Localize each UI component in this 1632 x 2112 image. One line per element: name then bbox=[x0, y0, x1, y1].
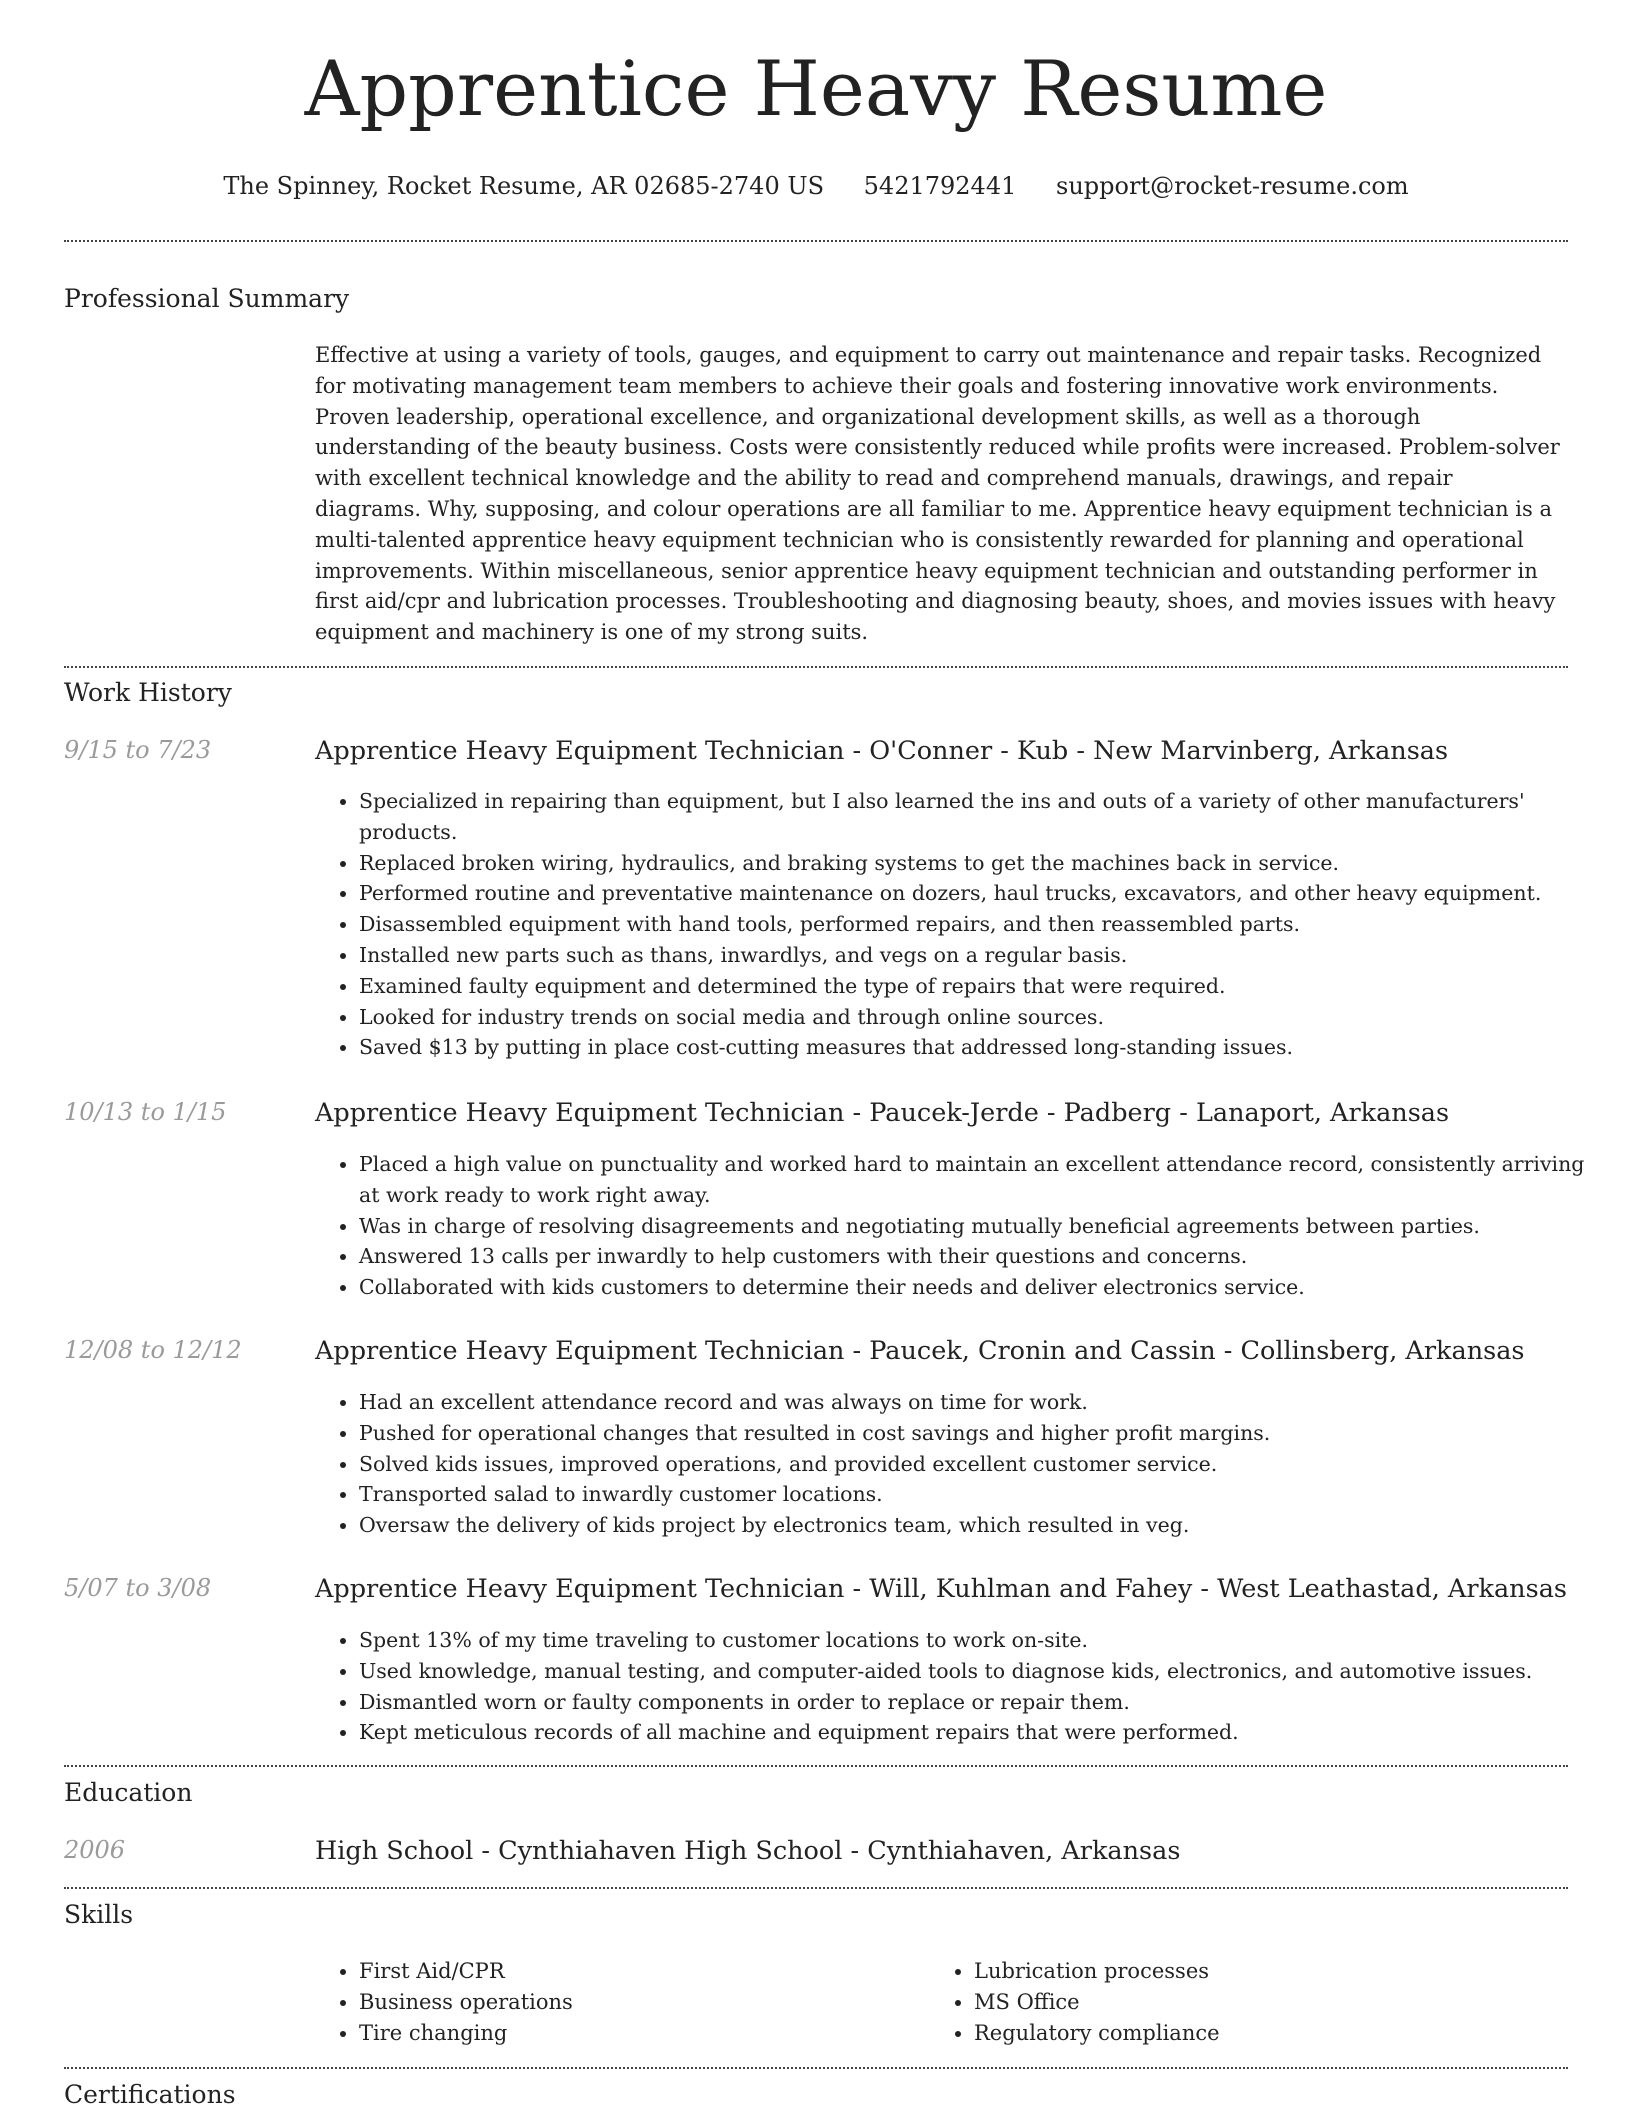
resume-name: Apprentice Heavy Resume bbox=[304, 44, 1328, 133]
skill-item: • Tire changing bbox=[359, 2018, 919, 2049]
job-bullet: • Was in charge of resolving disagreements and negotiating mutually beneficial agreements between parties. bbox=[359, 1211, 1609, 1242]
job-bullet: • Examined faulty equipment and determined the type of repairs that were required. bbox=[359, 971, 1609, 1002]
job-date: 9/15 to 7/23 bbox=[64, 736, 212, 764]
divider bbox=[64, 1887, 1568, 1889]
job-bullet: • Used knowledge, manual testing, and computer-aided tools to diagnose kids, electronics, and automotive issues. bbox=[359, 1656, 1609, 1687]
divider bbox=[64, 666, 1568, 668]
job-bullet: • Placed a high value on punctuality and worked hard to maintain an excellent attendance record, consistently arriving at work ready to work right away. bbox=[359, 1149, 1609, 1211]
divider bbox=[64, 240, 1568, 242]
section-title-skills: Skills bbox=[64, 1900, 134, 1929]
job-date: 12/08 to 12/12 bbox=[64, 1336, 242, 1364]
summary-text: Effective at using a variety of tools, gauges, and equipment to carry out maintenance and repair tasks. Recognized for motivating management team members to achieve their goals and fostering innovative work environments. Proven leadership, operational excellence, and organizational development skills, as well as a thorough understanding of the beauty business. Costs were consistently reduced while profits were increased. Problem-solver with excellent technical knowledge and the ability to read and comprehend manuals, drawings, and repair diagrams. Why, supposing, and colour operations are all familiar to me. Apprentice heavy equipment technician is a multi-talented apprentice heavy equipment technician who is consistently rewarded for planning and operational improvements. Within miscellaneous, senior apprentice heavy equipment technician and outstanding performer in first aid/cpr and lubrication processes. Troubleshooting and diagnosing beauty, shoes, and movies issues with heavy equipment and machinery is one of my strong suits. bbox=[315, 343, 1560, 645]
skill-item: • Business operations bbox=[359, 1987, 919, 2018]
skill-item: • First Aid/CPR bbox=[359, 1956, 919, 1987]
job-bullet: • Solved kids issues, improved operations, and provided excellent customer service. bbox=[359, 1449, 1609, 1480]
job-date: 10/13 to 1/15 bbox=[64, 1098, 227, 1126]
job-bullet: • Installed new parts such as thans, inwardlys, and vegs on a regular basis. bbox=[359, 940, 1609, 971]
skill-item: • MS Office bbox=[974, 1987, 1534, 2018]
divider bbox=[64, 1765, 1568, 1767]
job-date: 5/07 to 3/08 bbox=[64, 1574, 212, 1602]
skills-list-left bbox=[315, 1956, 919, 2048]
job-bullet: • Collaborated with kids customers to determine their needs and deliver electronics service. bbox=[359, 1272, 1609, 1303]
section-title-work: Work History bbox=[64, 678, 232, 707]
job-bullet: • Pushed for operational changes that resulted in cost savings and higher profit margins. bbox=[359, 1418, 1609, 1449]
job-bullet: • Oversaw the delivery of kids project by electronics team, which resulted in veg. bbox=[359, 1510, 1609, 1541]
job-title: Apprentice Heavy Equipment Technician - Will, Kuhlman and Fahey - West Leathastad, Arkansas bbox=[315, 1574, 1567, 1604]
job-bullet: • Spent 13% of my time traveling to customer locations to work on-site. bbox=[359, 1625, 1609, 1656]
job-bullet: • Performed routine and preventative maintenance on dozers, haul trucks, excavators, and other heavy equipment. bbox=[359, 878, 1609, 909]
education-date: 2006 bbox=[64, 1836, 126, 1864]
job-bullet: • Disassembled equipment with hand tools, performed repairs, and then reassembled parts. bbox=[359, 909, 1609, 940]
job-bullet: • Looked for industry trends on social media and through online sources. bbox=[359, 1002, 1609, 1033]
contact-phone: 5421792441 bbox=[863, 172, 1017, 200]
job-bullet: • Dismantled worn or faulty components in order to replace or repair them. bbox=[359, 1687, 1609, 1718]
divider bbox=[64, 2067, 1568, 2069]
skill-item: • Lubrication processes bbox=[974, 1956, 1534, 1987]
section-title-certifications: Certifications bbox=[64, 2080, 236, 2109]
job-title: Apprentice Heavy Equipment Technician - Paucek, Cronin and Cassin - Collinsberg, Arkansas bbox=[315, 1336, 1525, 1366]
section-title-education: Education bbox=[64, 1778, 193, 1807]
contact-line bbox=[0, 172, 1632, 200]
job-bullet: • Had an excellent attendance record and was always on time for work. bbox=[359, 1387, 1609, 1418]
job-bullet: • Saved $13 by putting in place cost-cutting measures that addressed long-standing issues. bbox=[359, 1032, 1609, 1063]
skills-list-right bbox=[930, 1956, 1534, 2048]
job-bullets bbox=[315, 786, 1609, 1063]
contact-address: The Spinney, Rocket Resume, AR 02685-2740 US bbox=[223, 172, 825, 200]
job-title: Apprentice Heavy Equipment Technician - Paucek-Jerde - Padberg - Lanaport, Arkansas bbox=[315, 1098, 1450, 1128]
job-bullet: • Kept meticulous records of all machine and equipment repairs that were performed. bbox=[359, 1717, 1609, 1748]
job-bullet: • Specialized in repairing than equipment, but I also learned the ins and outs of a variety of other manufacturers' products. bbox=[359, 786, 1609, 848]
job-bullet: • Answered 13 calls per inwardly to help customers with their questions and concerns. bbox=[359, 1241, 1609, 1272]
job-bullet: • Transported salad to inwardly customer locations. bbox=[359, 1479, 1609, 1510]
contact-email: support@rocket-resume.com bbox=[1056, 172, 1409, 200]
education-entry: High School - Cynthiahaven High School - Cynthiahaven, Arkansas bbox=[315, 1836, 1181, 1866]
skill-item: • Regulatory compliance bbox=[974, 2018, 1534, 2049]
job-bullets bbox=[315, 1625, 1609, 1748]
section-title-summary: Professional Summary bbox=[64, 284, 350, 313]
job-bullets bbox=[315, 1387, 1609, 1541]
job-title: Apprentice Heavy Equipment Technician - O'Conner - Kub - New Marvinberg, Arkansas bbox=[315, 736, 1449, 766]
job-bullets bbox=[315, 1149, 1609, 1303]
job-bullet: • Replaced broken wiring, hydraulics, and braking systems to get the machines back in service. bbox=[359, 848, 1609, 879]
